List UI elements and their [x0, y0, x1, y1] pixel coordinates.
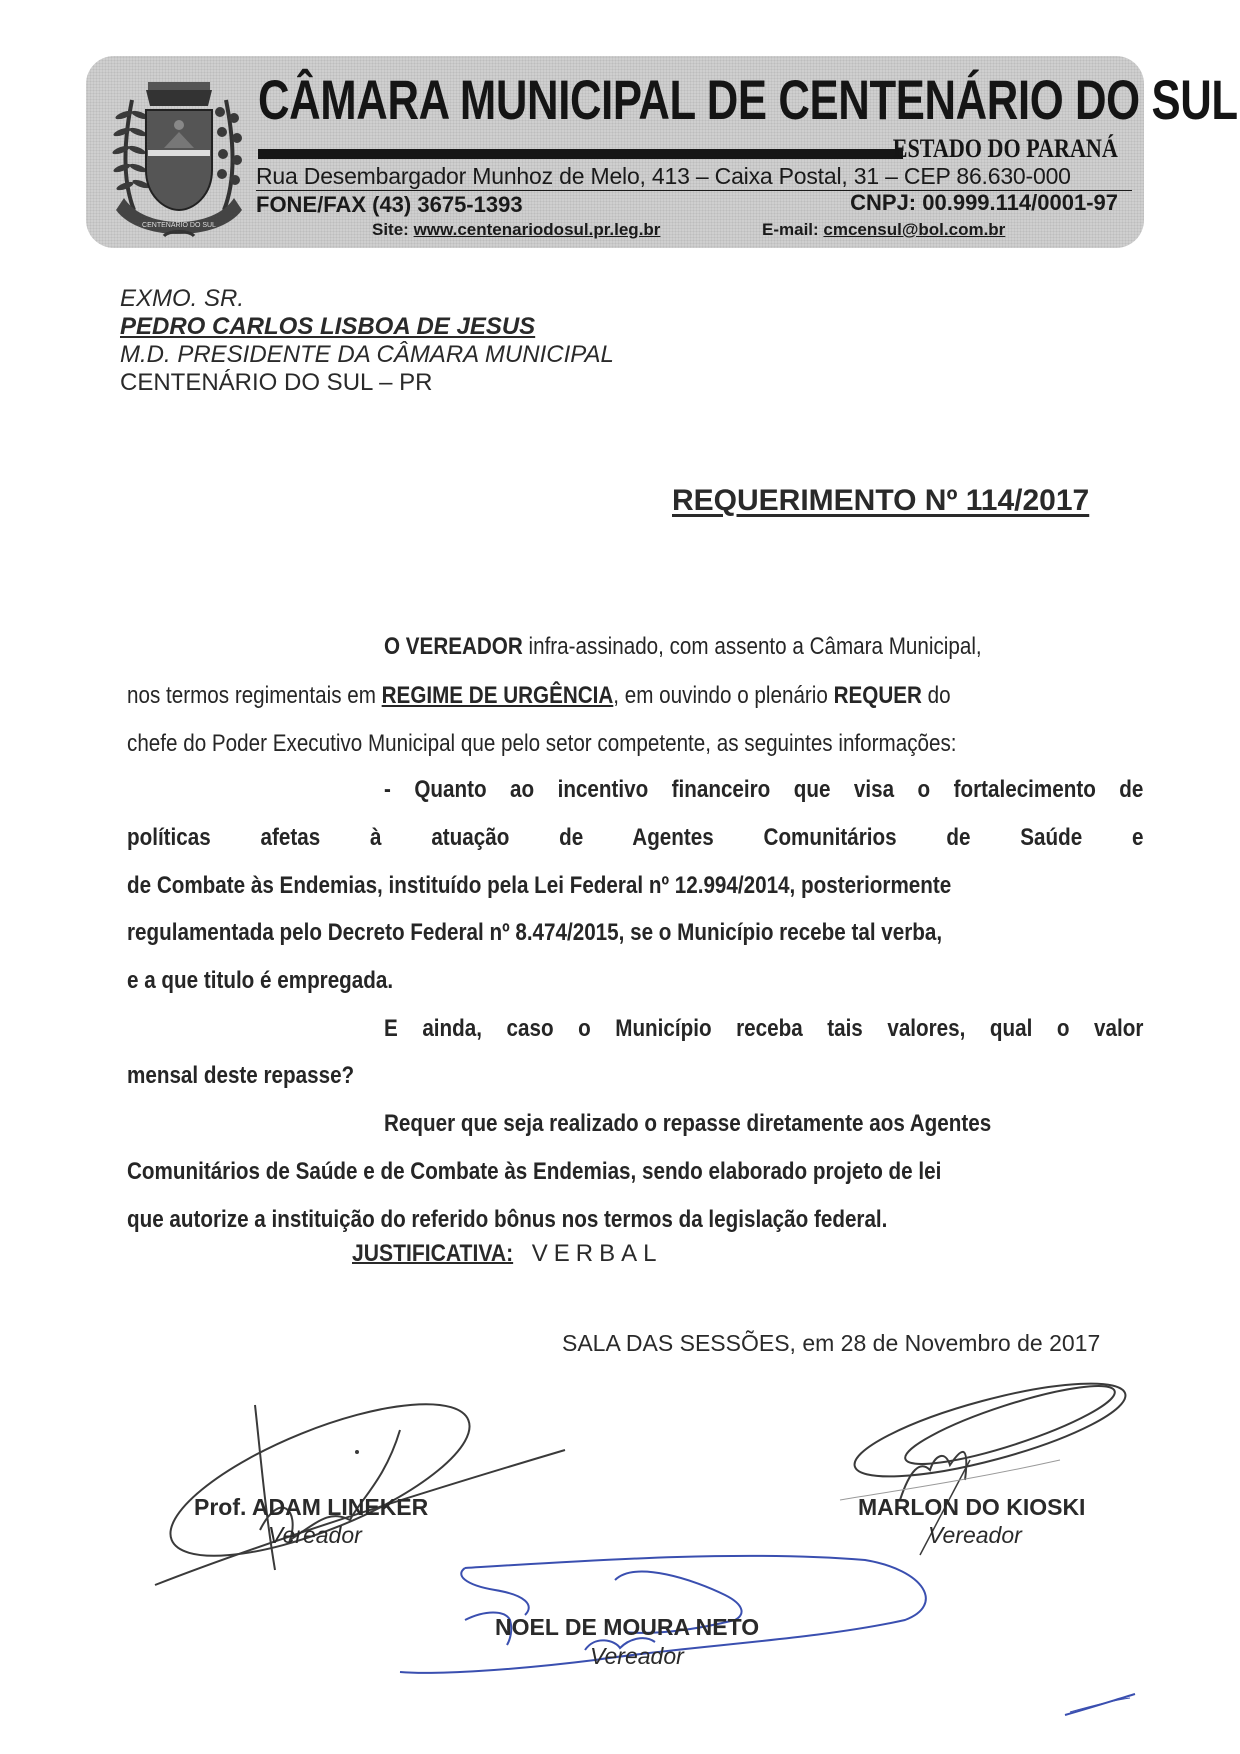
signatory-2-role: Vereador — [928, 1522, 1022, 1548]
email-label: E-mail: — [762, 220, 824, 239]
requer-keyword: REQUER — [833, 682, 922, 709]
signatory-1-role: Vereador — [268, 1522, 362, 1548]
website — [372, 220, 660, 240]
state-label: ESTADO DO PARANÁ — [892, 134, 1118, 163]
paragraph-2-line-1: - Quanto ao incentivo financeiro que visa o fortalecimento de — [384, 776, 1144, 803]
paragraph-4-line-1: Requer que seja realizado o repasse diretamente aos Agentes — [384, 1110, 992, 1137]
paragraph-text: , em ouvindo o plenário — [613, 682, 834, 709]
document-title: REQUERIMENTO Nº 114/2017 — [672, 484, 1090, 517]
addressee-name: PEDRO CARLOS LISBOA DE JESUS — [120, 313, 536, 340]
urgency-regime: REGIME DE URGÊNCIA — [381, 682, 614, 709]
addressee-location: CENTENÁRIO DO SUL – PR — [120, 369, 433, 396]
paragraph-1-line-1 — [384, 632, 1143, 662]
website-label: Site: — [372, 220, 414, 239]
justification-value: VERBAL — [531, 1240, 663, 1267]
signatory-3-name: NOEL DE MOURA NETO — [495, 1614, 760, 1640]
paragraph-1-line-2 — [127, 681, 1001, 711]
website-link[interactable]: www.centenariodosul.pr.leg.br — [413, 220, 661, 239]
paragraph-2-line-4: regulamentada pelo Decreto Federal nº 8.474/2015, se o Município recebe tal verba, — [127, 919, 943, 946]
signatory-3-role: Vereador — [590, 1643, 684, 1669]
paragraph-text: infra-assinado, com assento a Câmara Municipal, — [522, 633, 982, 660]
vereador-lead: O VEREADOR — [384, 633, 523, 660]
paragraph-text: do — [921, 682, 951, 709]
paragraph-3-line-1: E ainda, caso o Município receba tais valores, qual o valor — [384, 1015, 1144, 1042]
justification — [352, 1240, 663, 1268]
paragraph-2-line-3: de Combate às Endemias, instituído pela Lei Federal nº 12.994/2014, posteriormente — [127, 872, 952, 899]
paragraph-text: nos termos regimentais em — [127, 682, 382, 709]
coat-of-arms-icon — [104, 70, 254, 242]
institution-title: CÂMARA MUNICIPAL DE CENTENÁRIO DO SUL — [258, 68, 1238, 131]
salutation: EXMO. SR. — [120, 285, 245, 312]
paragraph-3-line-2: mensal deste repasse? — [127, 1062, 355, 1089]
cnpj: CNPJ: 00.999.114/0001-97 — [850, 190, 1118, 215]
email-link[interactable]: cmcensul@bol.com.br — [823, 220, 1006, 239]
session-date: SALA DAS SESSÕES, em 28 de Novembro de 2017 — [562, 1330, 1101, 1356]
justification-label: JUSTIFICATIVA: — [352, 1240, 514, 1267]
paragraph-2-line-5: e a que titulo é empregada. — [127, 967, 394, 994]
paragraph-4-line-3: que autorize a instituição do referido bônus nos termos da legislação federal. — [127, 1206, 888, 1233]
pen-mark — [1060, 1690, 1140, 1720]
paragraph-4-line-2: Comunitários de Saúde e de Combate às Endemias, sendo elaborado projeto de lei — [127, 1158, 942, 1185]
email — [762, 220, 1005, 240]
paragraph-2-line-2: políticas afetas à atuação de Agentes Comunitários de Saúde e — [127, 824, 1144, 851]
svg-text:CENTENÁRIO DO SUL: CENTENÁRIO DO SUL — [142, 222, 216, 229]
signatory-1-name: Prof. ADAM LINEKER — [194, 1494, 429, 1520]
postal-address: Rua Desembargador Munhoz de Melo, 413 – Caixa Postal, 31 – CEP 86.630-000 — [256, 162, 1132, 191]
paragraph-1-line-3: chefe do Poder Executivo Municipal que pelo setor competente, as seguintes informações: — [127, 730, 957, 757]
signatory-2-name: MARLON DO KIOSKI — [858, 1494, 1086, 1520]
addressee-position: M.D. PRESIDENTE DA CÂMARA MUNICIPAL — [120, 341, 614, 368]
phone-fax: FONE/FAX (43) 3675-1393 — [256, 192, 523, 217]
letterhead — [86, 56, 1238, 248]
header-rule — [258, 149, 903, 159]
